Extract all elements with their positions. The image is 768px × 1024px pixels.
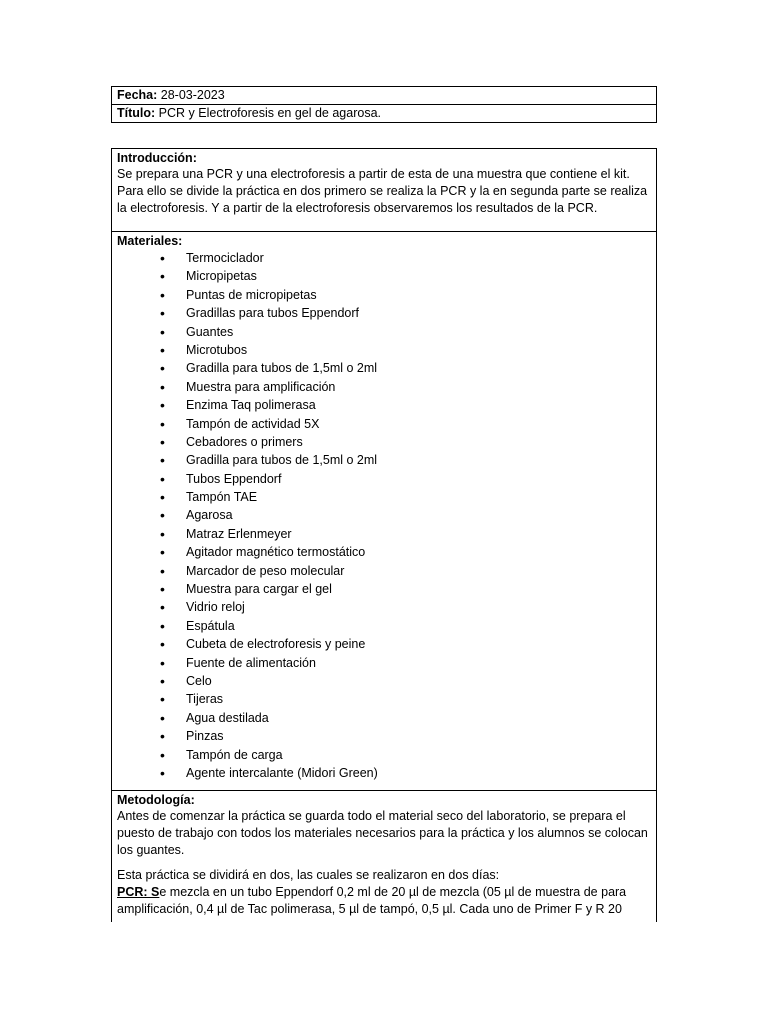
list-item: • Guantes (117, 323, 651, 341)
list-item: • Marcador de peso molecular (117, 562, 651, 580)
materiales-section (112, 232, 656, 791)
list-item: • Tampón de actividad 5X (117, 415, 651, 433)
introduccion-label: Introducción: (117, 151, 197, 165)
list-item: • Cubeta de electroforesis y peine (117, 635, 651, 653)
list-item: • Muestra para amplificación (117, 378, 651, 396)
paragraph-spacer (117, 859, 651, 867)
list-item: • Tubos Eppendorf (117, 470, 651, 488)
introduccion-section (112, 149, 656, 232)
list-item: • Termociclador (117, 249, 651, 267)
metodologia-paragraph-1: Antes de comenzar la práctica se guarda todo el material seco del laboratorio, se prepara el puesto de trabajo con todos los materiales necesarios para la práctica y los alumnos se colocan los guantes. (117, 809, 648, 857)
list-item: • Gradillas para tubos Eppendorf (117, 304, 651, 322)
pcr-text: e mezcla en un tubo Eppendorf 0,2 ml de 20 µl de mezcla (05 µl de muestra de para amplificación, 0,4 µl de Tac polimerasa, 5 µl de tampó, 0,5 µl. Cada uno de Primer F y R 20 (117, 885, 627, 916)
list-item: • Vidrio reloj (117, 598, 651, 616)
list-item: • Agua destilada (117, 709, 651, 727)
list-item: • Matraz Erlenmeyer (117, 525, 651, 543)
list-item: • Celo (117, 672, 651, 690)
list-item: • Tijeras (117, 690, 651, 708)
introduccion-text: Se prepara una PCR y una electroforesis a partir de esta de una muestra que contiene el kit. Para ello se divide la práctica en dos primero se realiza la PCR y la en segunda parte se realiza la electroforesis. Y a partir de la electroforesis observaremos los resultados de la PCR. (117, 167, 648, 215)
pcr-label: PCR: S (117, 885, 160, 899)
metodologia-paragraph-2: Esta práctica se dividirá en dos, las cuales se realizaron en dos días: (117, 868, 500, 882)
list-item: • Micropipetas (117, 267, 651, 285)
header-table (111, 86, 657, 123)
list-item: • Enzima Taq polimerasa (117, 396, 651, 414)
list-item: • Espátula (117, 617, 651, 635)
list-item: • Muestra para cargar el gel (117, 580, 651, 598)
titulo-row (112, 104, 656, 122)
list-item: • Tampón TAE (117, 488, 651, 506)
materiales-label: Materiales: (117, 234, 183, 248)
pcr-paragraph (117, 884, 651, 918)
list-item: • Pinzas (117, 727, 651, 745)
metodologia-label: Metodología: (117, 793, 195, 807)
list-item: • Fuente de alimentación (117, 654, 651, 672)
list-item: • Gradilla para tubos de 1,5ml o 2ml (117, 451, 651, 469)
titulo-label: Título: (117, 106, 156, 120)
titulo-value: PCR y Electroforesis en gel de agarosa. (155, 106, 381, 120)
materiales-list (117, 249, 651, 782)
list-item: • Gradilla para tubos de 1,5ml o 2ml (117, 359, 651, 377)
list-item: • Cebadores o primers (117, 433, 651, 451)
fecha-label: Fecha: (117, 88, 158, 102)
fecha-row (112, 87, 656, 104)
fecha-value: 28-03-2023 (157, 88, 225, 102)
metodologia-section (112, 791, 656, 923)
list-item: • Agarosa (117, 506, 651, 524)
list-item: • Agitador magnético termostático (117, 543, 651, 561)
list-item: • Puntas de micropipetas (117, 286, 651, 304)
list-item: • Agente intercalante (Midori Green) (117, 764, 651, 782)
list-item: • Microtubos (117, 341, 651, 359)
content-table (111, 148, 657, 922)
list-item: • Tampón de carga (117, 746, 651, 764)
